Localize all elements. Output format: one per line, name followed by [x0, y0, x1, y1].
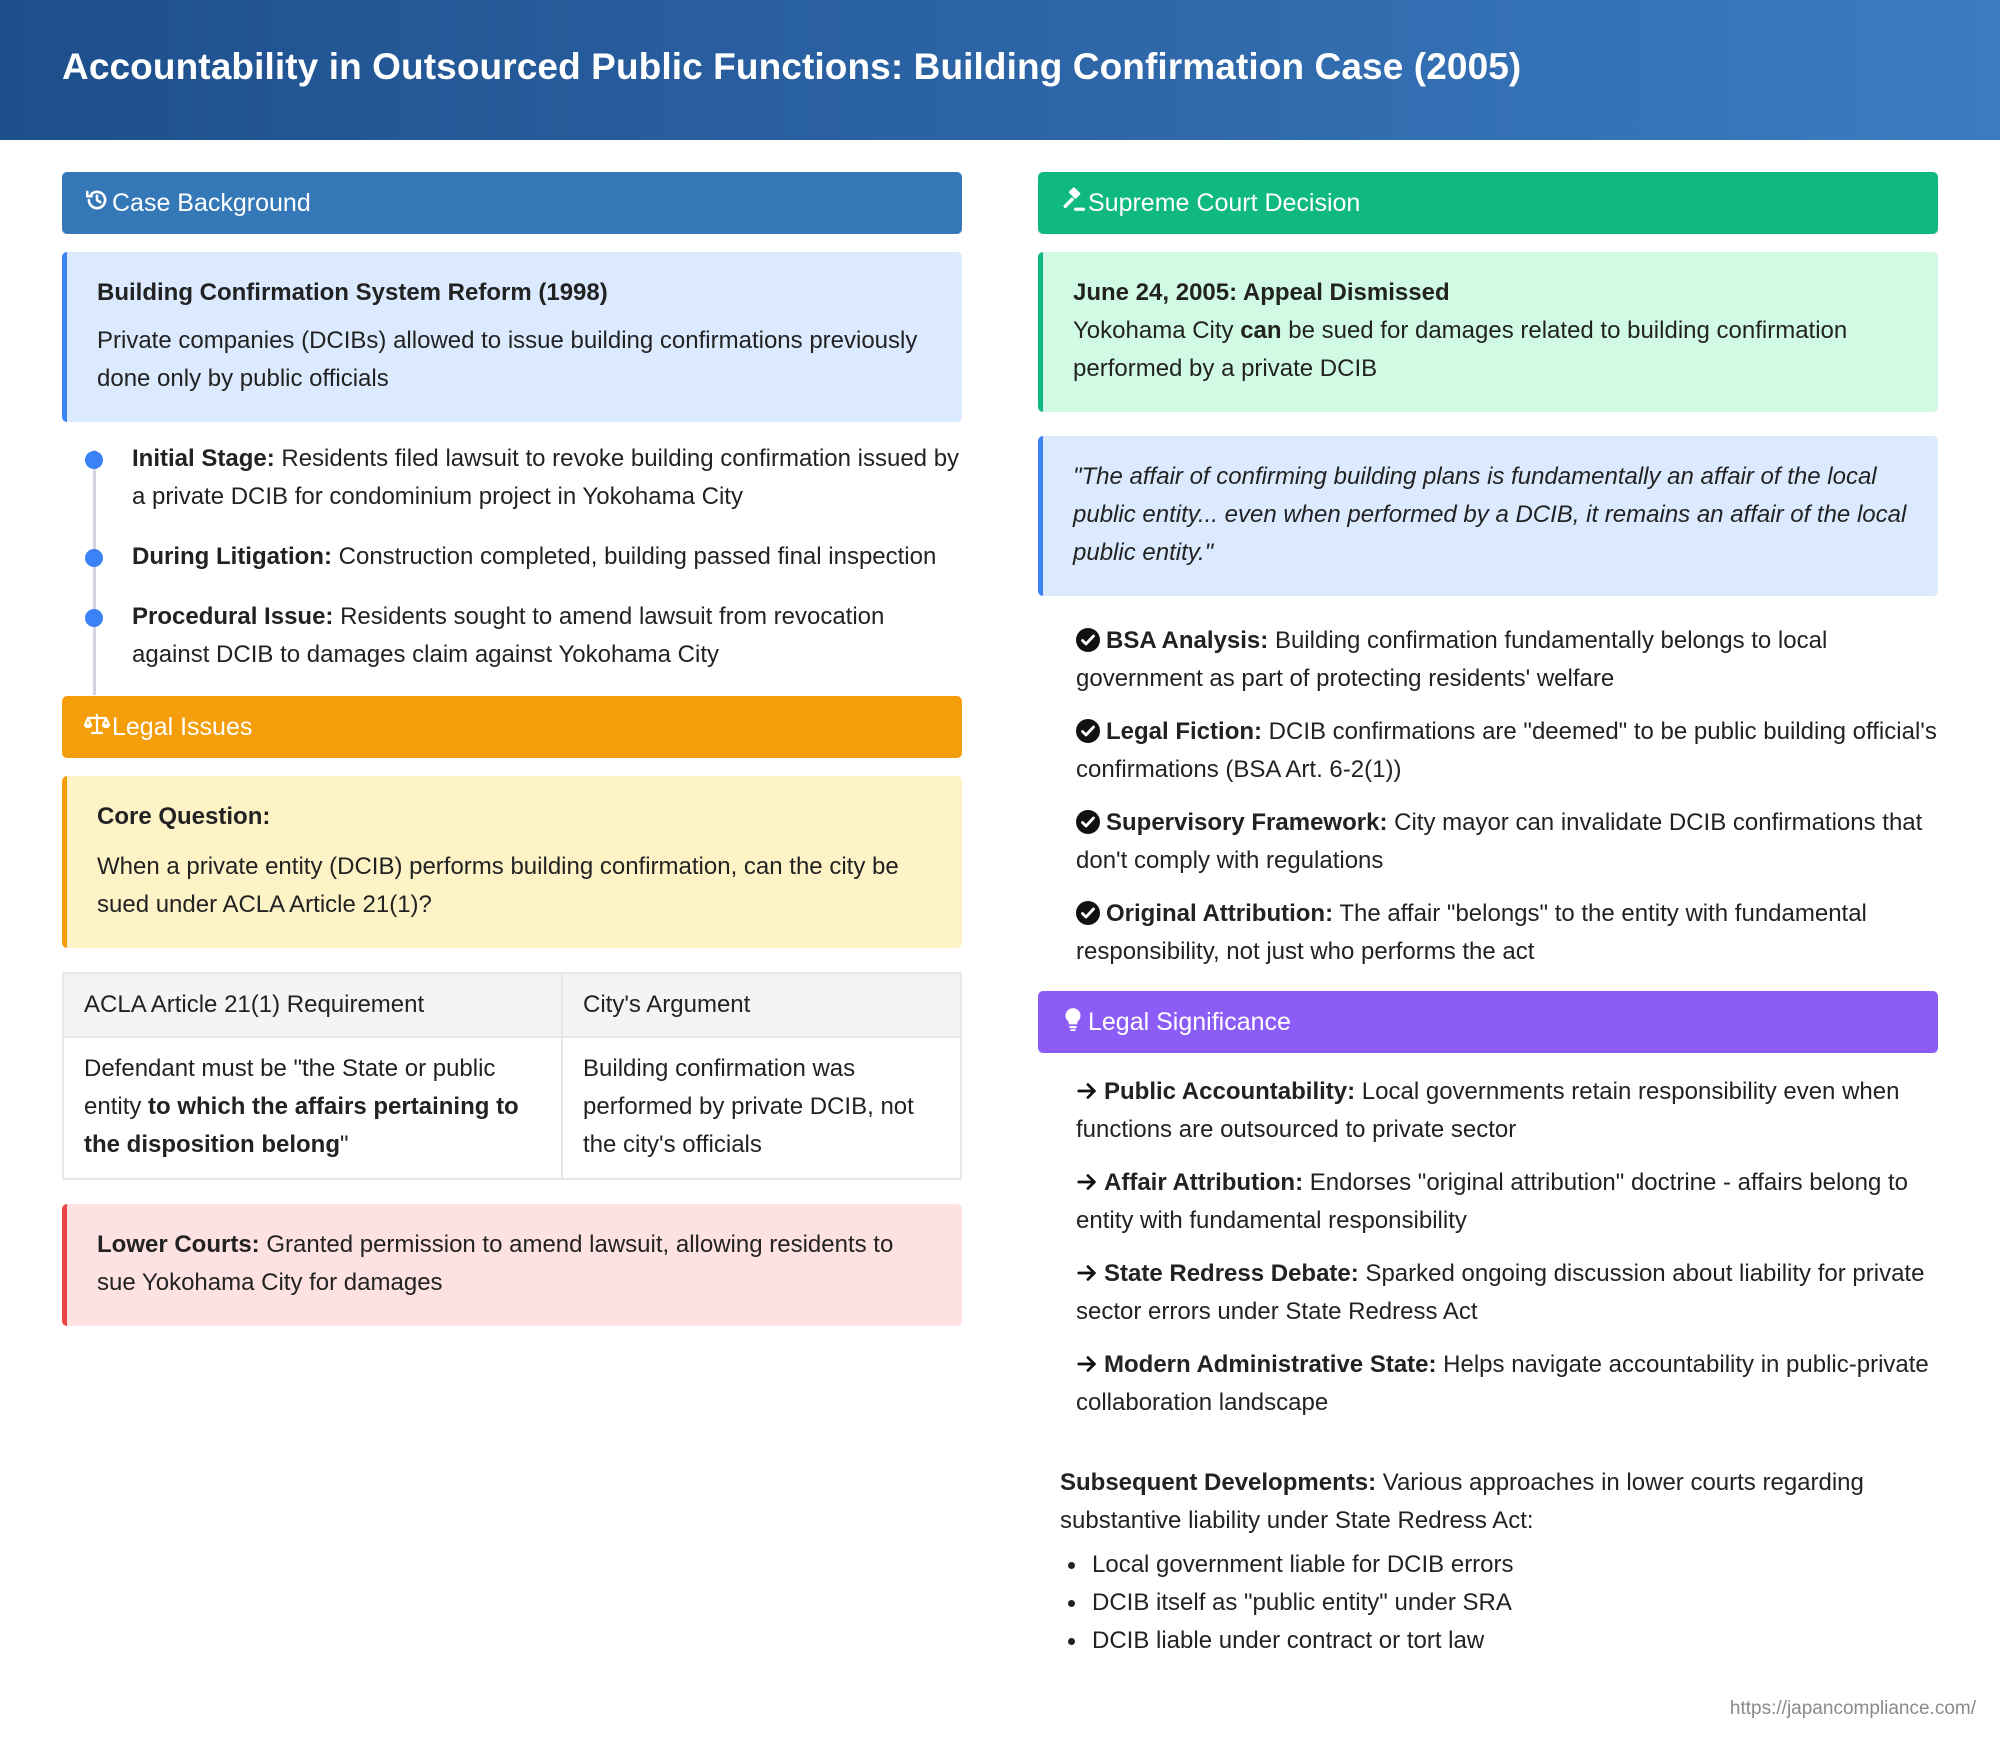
timeline-label: During Litigation: — [132, 543, 332, 570]
reform-text: Private companies (DCIBs) allowed to issue building confirmations previously done only by public officials — [97, 327, 918, 392]
significance-label: Affair Attribution: — [1104, 1169, 1304, 1196]
subsequent-developments — [1038, 1464, 1938, 1660]
point-text: The affair "belongs" to the entity with fundamental responsibility, not just who performs the act — [1076, 900, 1867, 965]
core-question-title: Core Question: — [97, 803, 271, 830]
timeline-dot — [85, 451, 103, 469]
check-circle-icon — [1076, 626, 1100, 650]
significance-label: Public Accountability: — [1104, 1078, 1356, 1105]
significance-text: Endorses "original attribution" doctrine - affairs belong to entity with fundamental responsibility — [1076, 1169, 1909, 1234]
table-header-row — [63, 973, 961, 1037]
significance-item — [1038, 1255, 1938, 1331]
check-circle-icon — [1076, 717, 1100, 741]
significance-list — [1038, 1073, 1938, 1422]
point-label: Legal Fiction: — [1106, 718, 1262, 745]
significance-label: Modern Administrative State: — [1104, 1351, 1437, 1378]
gavel-icon — [1060, 187, 1086, 220]
arrow-right-icon — [1076, 1076, 1098, 1098]
subsequent-text: Various approaches in lower courts regarding substantive liability under State Redress Act: — [1060, 1469, 1864, 1534]
point-label: BSA Analysis: — [1106, 627, 1269, 654]
ruling-text-end: be sued for damages related to building confirmation performed by a private DCIB — [1073, 317, 1848, 382]
case-timeline — [62, 440, 962, 674]
significance-item — [1038, 1346, 1938, 1422]
reform-title: Building Confirmation System Reform (1998) — [97, 279, 608, 306]
timeline-label: Initial Stage: — [132, 445, 275, 472]
balance-scale-icon — [84, 711, 110, 744]
timeline-text: Construction completed, building passed final inspection — [331, 543, 937, 570]
decision-points — [1038, 622, 1938, 971]
requirement-text-end: " — [339, 1131, 349, 1158]
subsequent-list — [1060, 1546, 1938, 1660]
list-item: DCIB itself as "public entity" under SRA — [1060, 1584, 1938, 1622]
significance-text: Local governments retain responsibility even when functions are outsourced to private sector — [1076, 1078, 1900, 1143]
point-text: City mayor can invalidate DCIB confirmations that don't comply with regulations — [1076, 809, 1923, 874]
requirement-cell — [63, 1037, 562, 1179]
point-text: Building confirmation fundamentally belongs to local government as part of protecting residents' welfare — [1076, 627, 1828, 692]
section-title: Legal Issues — [112, 712, 253, 741]
timeline-text: Residents filed lawsuit to revoke building confirmation issued by a private DCIB for condominium project in Yokohama City — [132, 445, 960, 510]
lower-courts-callout — [62, 1204, 962, 1326]
lightbulb-icon — [1060, 1006, 1086, 1039]
ruling-emphasis: can — [1240, 317, 1282, 344]
table-row — [63, 1037, 961, 1179]
arrow-right-icon — [1076, 1349, 1098, 1371]
arrow-right-icon — [1076, 1258, 1098, 1280]
legal-significance-header — [1038, 991, 1938, 1053]
ruling-text — [1073, 312, 1910, 388]
history-icon — [84, 187, 110, 220]
timeline-label: Procedural Issue: — [132, 603, 334, 630]
timeline-item — [132, 598, 962, 674]
section-title: Supreme Court Decision — [1088, 188, 1361, 217]
list-item: Local government liable for DCIB errors — [1060, 1546, 1938, 1584]
point-text: DCIB confirmations are "deemed" to be public building official's confirmations (BSA Art. 6-2(1)) — [1076, 718, 1937, 783]
right-column — [1038, 172, 1938, 1660]
section-title: Case Background — [112, 188, 311, 217]
decision-point — [1038, 804, 1938, 880]
lower-courts-label: Lower Courts: — [97, 1231, 260, 1258]
timeline-item — [132, 538, 962, 576]
subsequent-intro — [1060, 1464, 1938, 1540]
subsequent-label: Subsequent Developments: — [1060, 1469, 1377, 1496]
decision-point — [1038, 622, 1938, 698]
page-title: Accountability in Outsourced Public Functions: Building Confirmation Case (2005) — [62, 46, 1522, 87]
timeline-dot — [85, 609, 103, 627]
list-item: DCIB liable under contract or tort law — [1060, 1622, 1938, 1660]
table-header: ACLA Article 21(1) Requirement — [63, 973, 562, 1037]
check-circle-icon — [1076, 899, 1100, 923]
significance-text: Helps navigate accountability in public-private collaboration landscape — [1076, 1351, 1929, 1416]
core-question-text: When a private entity (DCIB) performs building confirmation, can the city be sued under ACLA Article 21(1)? — [97, 853, 899, 918]
timeline-text: Residents sought to amend lawsuit from revocation against DCIB to damages claim against Yokohama City — [132, 603, 885, 668]
lower-courts-text: Granted permission to amend lawsuit, allowing residents to sue Yokohama City for damages — [97, 1231, 894, 1296]
point-label: Supervisory Framework: — [1106, 809, 1388, 836]
significance-text: Sparked ongoing discussion about liability for private sector errors under State Redress Act — [1076, 1260, 1925, 1325]
requirement-text: Defendant must be "the State or public entity — [84, 1055, 496, 1120]
significance-item — [1038, 1164, 1938, 1240]
left-column — [62, 172, 962, 1326]
page-header — [0, 0, 2000, 140]
core-question-callout — [62, 776, 962, 948]
timeline-dot — [85, 549, 103, 567]
check-circle-icon — [1076, 808, 1100, 832]
court-quote: "The affair of confirming building plans is fundamentally an affair of the local public entity... even when performed by a DCIB, it remains an affair of the local public entity." — [1038, 436, 1938, 596]
significance-item — [1038, 1073, 1938, 1149]
reform-callout — [62, 252, 962, 422]
legal-issues-header — [62, 696, 962, 758]
ruling-callout — [1038, 252, 1938, 412]
decision-point — [1038, 895, 1938, 971]
requirement-emphasis: to which the affairs pertaining to the disposition belong — [84, 1093, 519, 1158]
ruling-title: June 24, 2005: Appeal Dismissed — [1073, 279, 1450, 306]
case-background-header — [62, 172, 962, 234]
timeline-item — [132, 440, 962, 516]
decision-point — [1038, 713, 1938, 789]
point-label: Original Attribution: — [1106, 900, 1334, 927]
supreme-court-header — [1038, 172, 1938, 234]
table-header: City's Argument — [562, 973, 961, 1037]
arrow-right-icon — [1076, 1167, 1098, 1189]
requirements-table — [62, 972, 962, 1180]
footer-url: https://japancompliance.com/ — [1729, 1698, 1976, 1719]
argument-cell: Building confirmation was performed by private DCIB, not the city's officials — [562, 1037, 961, 1179]
ruling-text-start: Yokohama City — [1073, 317, 1241, 344]
section-title: Legal Significance — [1088, 1007, 1291, 1036]
timeline-line — [93, 450, 96, 695]
significance-label: State Redress Debate: — [1104, 1260, 1359, 1287]
